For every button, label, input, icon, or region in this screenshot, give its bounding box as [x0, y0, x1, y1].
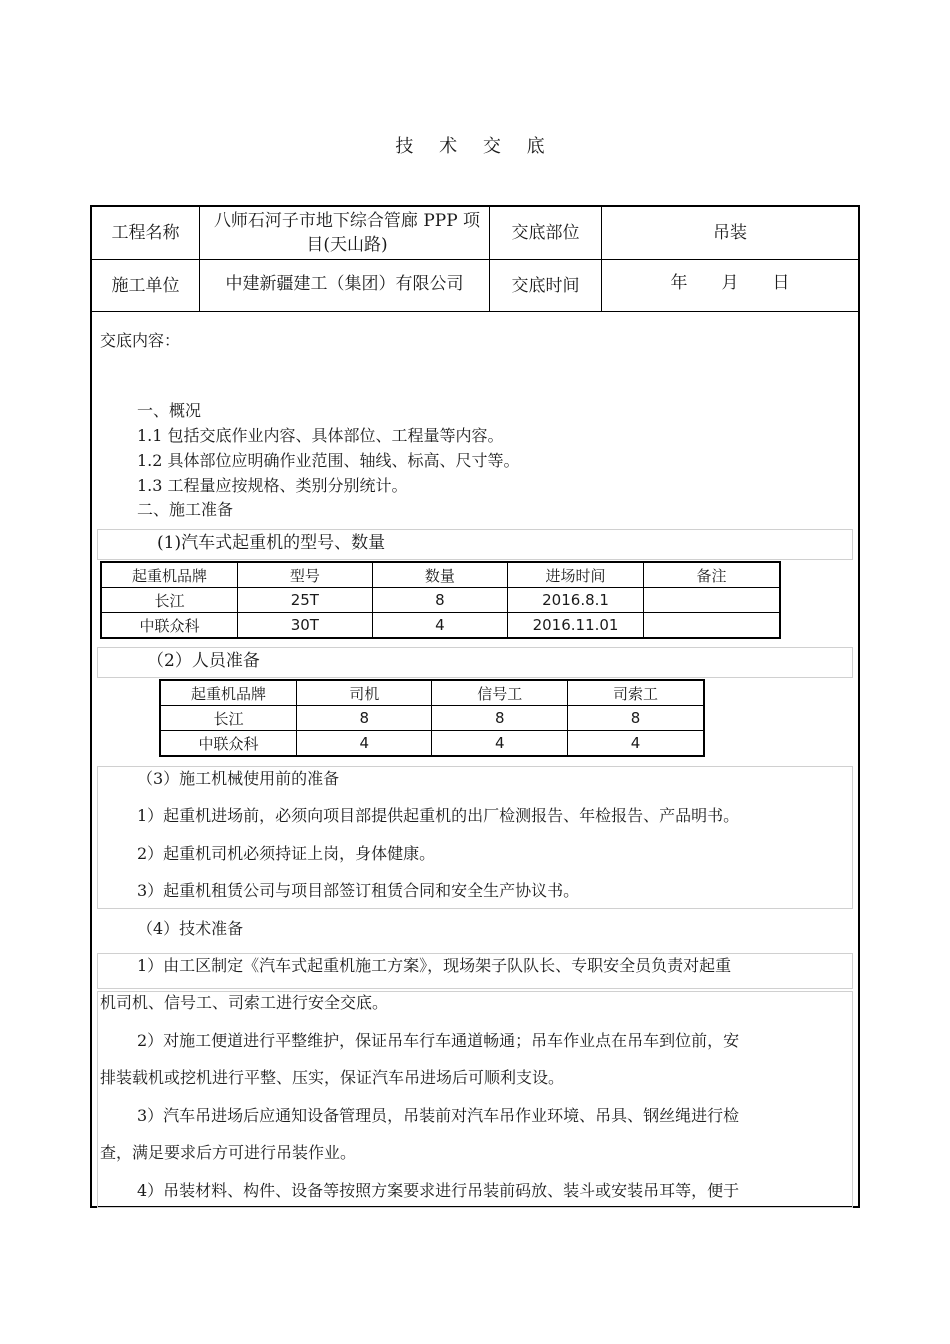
subsection-4-title: （4）技术准备	[137, 919, 244, 938]
section-2-title: 二、施工准备	[137, 500, 234, 519]
content-label: 交底内容：	[100, 331, 181, 350]
table-header-row	[160, 680, 704, 706]
paragraph: 1）由工区制定《汽车式起重机施工方案》，现场架子队队长、专职安全员负责对起重	[137, 956, 732, 975]
table-header-cell: 数量	[372, 562, 508, 588]
paragraph: 2）起重机司机必须持证上岗，身体健康。	[137, 844, 436, 863]
table-cell: 2016.8.1	[508, 588, 644, 613]
disclosure-time-label: 交底时间	[511, 275, 580, 296]
subsection-3-title: （3）施工机械使用前的准备	[137, 769, 340, 788]
table-cell: 2016.11.01	[508, 613, 644, 639]
table-cell: 4	[372, 613, 508, 639]
table-cell: 8	[296, 706, 432, 731]
table-cell: 30T	[238, 613, 373, 639]
subsection-1-title: (1)汽车式起重机的型号、数量	[157, 533, 386, 553]
paragraph: 机司机、信号工、司索工进行安全交底。	[100, 993, 389, 1012]
section-1-title: 一、概况	[137, 401, 202, 420]
paragraph: 查，满足要求后方可进行吊装作业。	[100, 1143, 357, 1162]
table-cell: 4	[296, 731, 432, 757]
header-bottom-border	[90, 311, 860, 312]
table-cell: 4	[432, 731, 568, 757]
subsection-2-title: （2）人员准备	[147, 651, 260, 671]
table-cell: 中联众科	[101, 613, 238, 639]
table-header-row	[101, 562, 780, 588]
project-name-value: 八师石河子市地下综合管廊 PPP 项目(天山路)	[213, 211, 481, 255]
table-row	[101, 588, 780, 613]
paragraph: 4）吊装材料、构件、设备等按照方案要求进行吊装前码放、装斗或安装吊耳等，便于	[137, 1181, 740, 1200]
table-row	[160, 731, 704, 757]
table-cell: 8	[372, 588, 508, 613]
table-header-cell: 起重机品牌	[101, 562, 238, 588]
table-cell: 4	[567, 731, 704, 757]
subsection-band	[97, 991, 853, 1208]
table-header-cell: 备注	[643, 562, 780, 588]
construction-unit-value: 中建新疆建工（集团）有限公司	[225, 274, 464, 294]
table-cell: 长江	[101, 588, 238, 613]
table-row	[160, 706, 704, 731]
paragraph: 3）汽车吊进场后应通知设备管理员，吊装前对汽车吊作业环境、吊具、钢丝绳进行检	[137, 1106, 740, 1125]
paragraph: 2）对施工便道进行平整维护，保证吊车行车通道畅通；吊车作业点在吊车到位前，安	[137, 1031, 740, 1050]
table-cell: 中联众科	[160, 731, 296, 757]
paragraph: 排装载机或挖机进行平整、压实，保证汽车吊进场后可顺利支设。	[100, 1068, 565, 1087]
project-name-label: 工程名称	[111, 223, 180, 243]
table-cell: 25T	[238, 588, 373, 613]
paragraph: 3）起重机租赁公司与项目部签订租赁合同和安全生产协议书。	[137, 881, 580, 900]
document-title: 技 术 交 底	[395, 136, 555, 157]
table-row	[101, 613, 780, 639]
table-header-cell: 司机	[296, 680, 432, 706]
table-cell	[643, 613, 780, 639]
table-header-cell: 信号工	[432, 680, 568, 706]
table-cell: 8	[432, 706, 568, 731]
table-header-cell: 型号	[238, 562, 373, 588]
disclosure-part-value: 吊装	[713, 223, 747, 243]
section-1-item: 1.2 具体部位应明确作业范围、轴线、标高、尺寸等。	[137, 451, 520, 470]
section-1-item: 1.1 包括交底作业内容、具体部位、工程量等内容。	[137, 426, 504, 445]
table-cell	[643, 588, 780, 613]
crane-model-table	[100, 561, 781, 639]
disclosure-part-label: 交底部位	[511, 223, 580, 243]
table-cell: 8	[567, 706, 704, 731]
table-header-cell: 进场时间	[508, 562, 644, 588]
table-header-cell: 起重机品牌	[160, 680, 296, 706]
paragraph: 1）起重机进场前，必须向项目部提供起重机的出厂检测报告、年检报告、产品明书。	[137, 806, 740, 825]
disclosure-time-value: 年 月 日	[670, 273, 790, 293]
section-1-item: 1.3 工程量应按规格、类别分别统计。	[137, 476, 408, 495]
table-header-cell: 司索工	[567, 680, 704, 706]
construction-unit-label: 施工单位	[111, 275, 180, 296]
personnel-table	[159, 679, 705, 757]
table-cell: 长江	[160, 706, 296, 731]
